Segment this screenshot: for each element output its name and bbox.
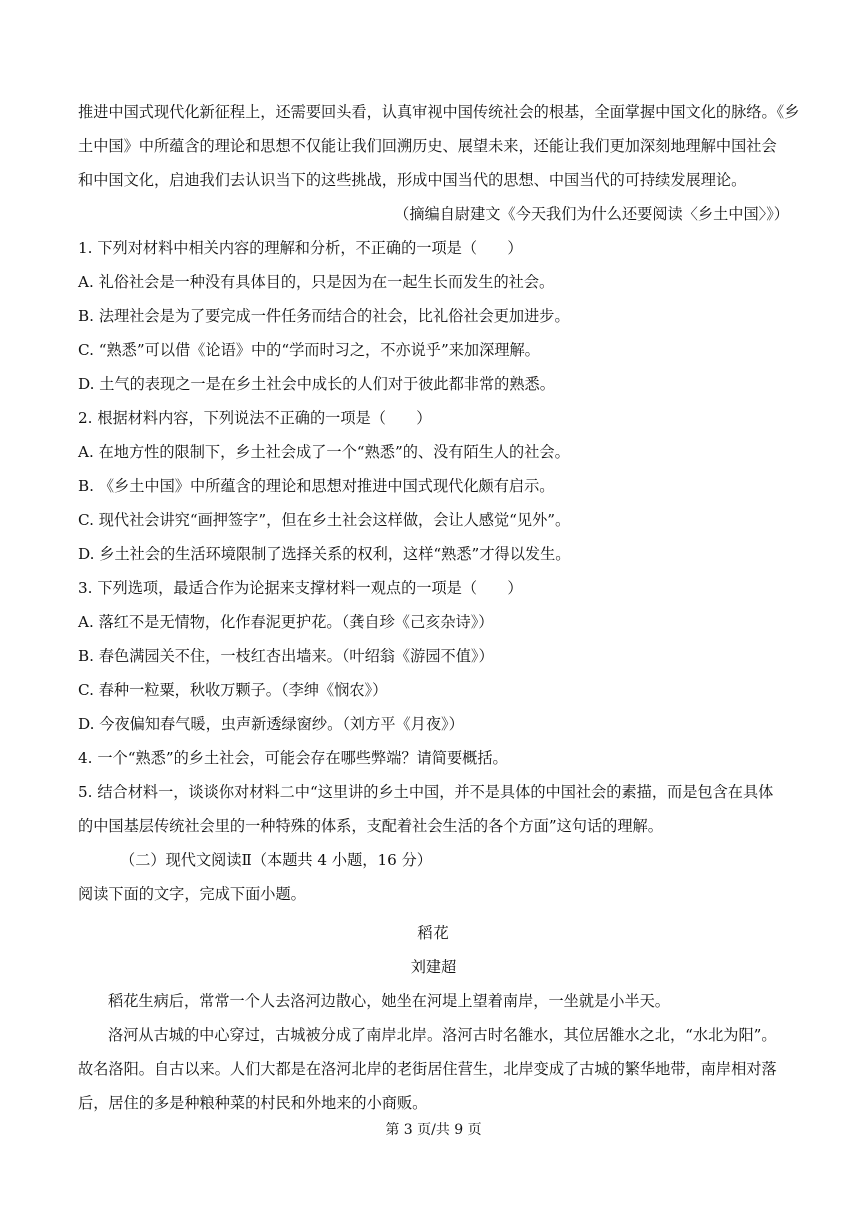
- intro-line-3: 和中国文化，启迪我们去认识当下的这些挑战，形成中国当代的思想、中国当代的可持续发展理论。: [78, 171, 747, 189]
- question-3-option-a: A. 落红不是无情物，化作春泥更护花。（龚自珍《己亥杂诗》）: [78, 613, 494, 631]
- intro-line-2: 土中国》中所蕴含的理论和思想不仅能让我们回溯历史、展望未来，还能让我们更加深刻地理解中国社会: [78, 137, 777, 155]
- section-header: （二）现代文阅读Ⅱ（本题共 4 小题，16 分）: [120, 851, 432, 869]
- question-1-option-d: D. 土气的表现之一是在乡土社会中成长的人们对于彼此都非常的熟悉。: [78, 375, 555, 393]
- question-1-option-c: C. “熟悉”可以借《论语》中的“学而时习之，不亦说乎”来加深理解。: [78, 341, 540, 359]
- story-author: 刘建超: [410, 958, 457, 976]
- question-2-option-d: D. 乡土社会的生活环境限制了选择关系的权利，这样“熟悉”才得以发生。: [78, 545, 571, 563]
- question-2-option-c: C. 现代社会讲究“画押签字”，但在乡土社会这样做，会让人感觉“见外”。: [78, 511, 571, 529]
- question-3-option-d: D. 今夜偏知春气暖，虫声新透绿窗纱。（刘方平《月夜》）: [78, 715, 464, 733]
- question-3-option-c: C. 春种一粒粟，秋收万颗子。（李绅《悯农》）: [78, 681, 388, 699]
- story-paragraph-2-line-3: 后，居住的多是种粮种菜的村民和外地来的小商贩。: [78, 1094, 428, 1112]
- question-1-option-b: B. 法理社会是为了要完成一件任务而结合的社会，比礼俗社会更加进步。: [78, 307, 570, 325]
- story-paragraph-2-line-1: 洛河从古城的中心穿过，古城被分成了南岸北岸。洛河古时名雒水，其位居雒水之北，“水北为阳”。: [108, 1026, 777, 1044]
- intro-line-1: 推进中国式现代化新征程上，还需要回头看，认真审视中国传统社会的根基，全面掌握中国文化的脉络。《乡: [78, 103, 800, 121]
- question-5-line-2: 的中国基层传统社会里的一种特殊的体系，支配着社会生活的各个方面”这句话的理解。: [78, 817, 663, 835]
- question-3-stem: 3. 下列选项，最适合作为论据来支撑材料一观点的一项是（ ）: [78, 579, 523, 597]
- question-1-option-a: A. 礼俗社会是一种没有具体目的，只是因为在一起生长而发生的社会。: [78, 273, 555, 291]
- question-4-stem: 4. 一个“熟悉”的乡土社会，可能会存在哪些弊端？请简要概括。: [78, 749, 508, 767]
- story-title: 稻花: [417, 924, 450, 942]
- question-2-option-a: A. 在地方性的限制下，乡土社会成了一个“熟悉”的、没有陌生人的社会。: [78, 443, 570, 461]
- page-number-footer: 第 3 页/共 9 页: [385, 1122, 482, 1138]
- story-paragraph-2-line-2: 故名洛阳。自古以来。人们大都是在洛河北岸的老街居住营生，北岸变成了古城的繁华地带，南岸相对落: [78, 1060, 777, 1078]
- source-citation: （摘编自尉建文《今天我们为什么还要阅读〈乡土中国〉》）: [394, 205, 789, 223]
- reading-instruction: 阅读下面的文字，完成下面小题。: [78, 885, 306, 903]
- story-paragraph-1: 稻花生病后，常常一个人去洛河边散心，她坐在河堤上望着南岸，一坐就是小半天。: [108, 992, 670, 1010]
- question-2-stem: 2. 根据材料内容，下列说法不正确的一项是（ ）: [78, 409, 432, 427]
- question-2-option-b: B. 《乡土中国》中所蕴含的理论和思想对推进中国式现代化颇有启示。: [78, 477, 555, 495]
- question-5-line-1: 5. 结合材料一，谈谈你对材料二中“这里讲的乡土中国，并不是具体的中国社会的素描，而是包含在具体: [78, 783, 774, 801]
- question-3-option-b: B. 春色满园关不住，一枝红杏出墙来。（叶绍翁《游园不值》）: [78, 647, 494, 665]
- question-1-stem: 1. 下列对材料中相关内容的理解和分析，不正确的一项是（ ）: [78, 239, 523, 257]
